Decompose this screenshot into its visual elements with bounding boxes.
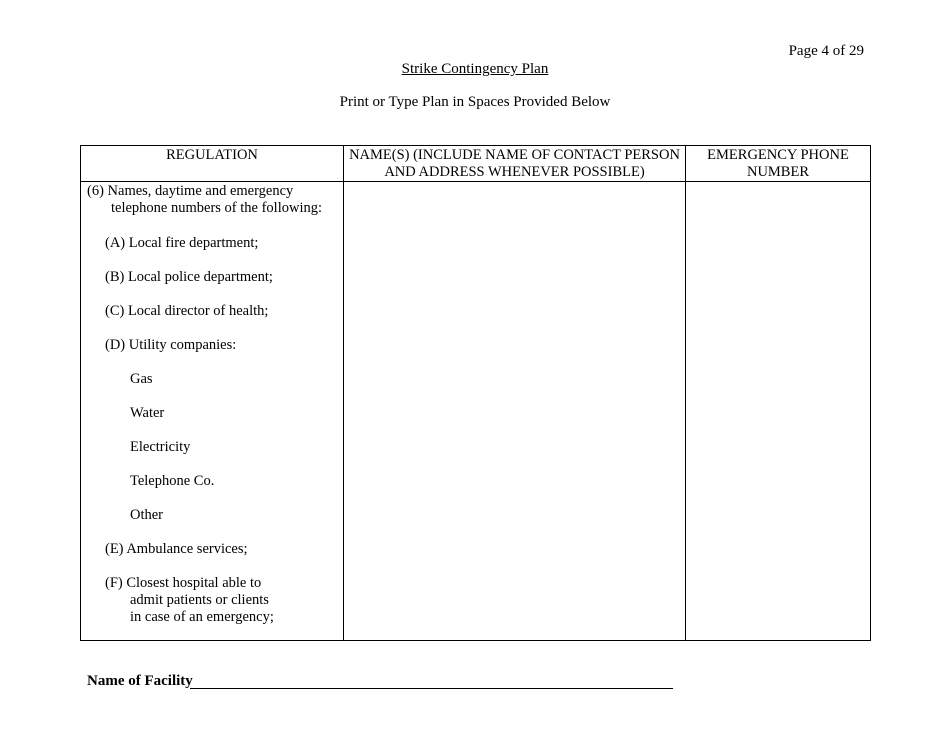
- item-local-director-of-health: (C) Local director of health;: [105, 303, 269, 319]
- header-regulation-label: REGULATION: [166, 147, 258, 163]
- table-row: [81, 182, 871, 641]
- regulation-intro: [87, 183, 322, 217]
- item-telephone-co: Telephone Co.: [130, 473, 215, 489]
- item-water: Water: [130, 405, 165, 421]
- header-emergency-phone: [686, 146, 871, 182]
- header-regulation: [81, 146, 344, 182]
- page-number: Page 4 of 29: [788, 43, 864, 59]
- table-header-row: [81, 146, 871, 182]
- header-names-line-1: NAME(S) (INCLUDE NAME OF CONTACT PERSON: [349, 147, 680, 163]
- item-closest-hospital-line-3: in case of an emergency;: [130, 609, 274, 625]
- item-gas: Gas: [130, 371, 153, 387]
- document-title: [0, 61, 950, 78]
- item-other: Other: [130, 507, 164, 523]
- header-phone-line-1: EMERGENCY PHONE: [707, 147, 849, 163]
- regulation-intro-line-1: (6) Names, daytime and emergency: [87, 183, 294, 199]
- contingency-plan-table: [80, 145, 871, 641]
- header-names: [344, 146, 686, 182]
- item-local-police-department: (B) Local police department;: [105, 269, 273, 285]
- item-electricity: Electricity: [130, 439, 191, 455]
- item-closest-hospital: [105, 575, 274, 626]
- regulation-intro-line-2: telephone numbers of the following:: [111, 200, 323, 216]
- names-entry-cell[interactable]: [344, 182, 686, 641]
- emergency-phone-entry-cell[interactable]: [686, 182, 871, 641]
- item-closest-hospital-line-1: (F) Closest hospital able to: [105, 575, 262, 591]
- header-phone-line-2: NUMBER: [746, 164, 810, 180]
- item-ambulance-services: (E) Ambulance services;: [105, 541, 248, 557]
- header-names-line-2: AND ADDRESS WHENEVER POSSIBLE): [384, 164, 645, 180]
- item-local-fire-department: (A) Local fire department;: [105, 235, 259, 251]
- regulation-cell: [81, 182, 344, 641]
- facility-name-label: Name of Facility: [87, 673, 193, 689]
- item-closest-hospital-line-2: admit patients or clients: [130, 592, 269, 608]
- facility-name-field[interactable]: [190, 688, 673, 689]
- item-utility-companies: (D) Utility companies:: [105, 337, 237, 353]
- document-title-text: Strike Contingency Plan: [401, 61, 549, 77]
- document-subtitle: Print or Type Plan in Spaces Provided Below: [339, 94, 611, 110]
